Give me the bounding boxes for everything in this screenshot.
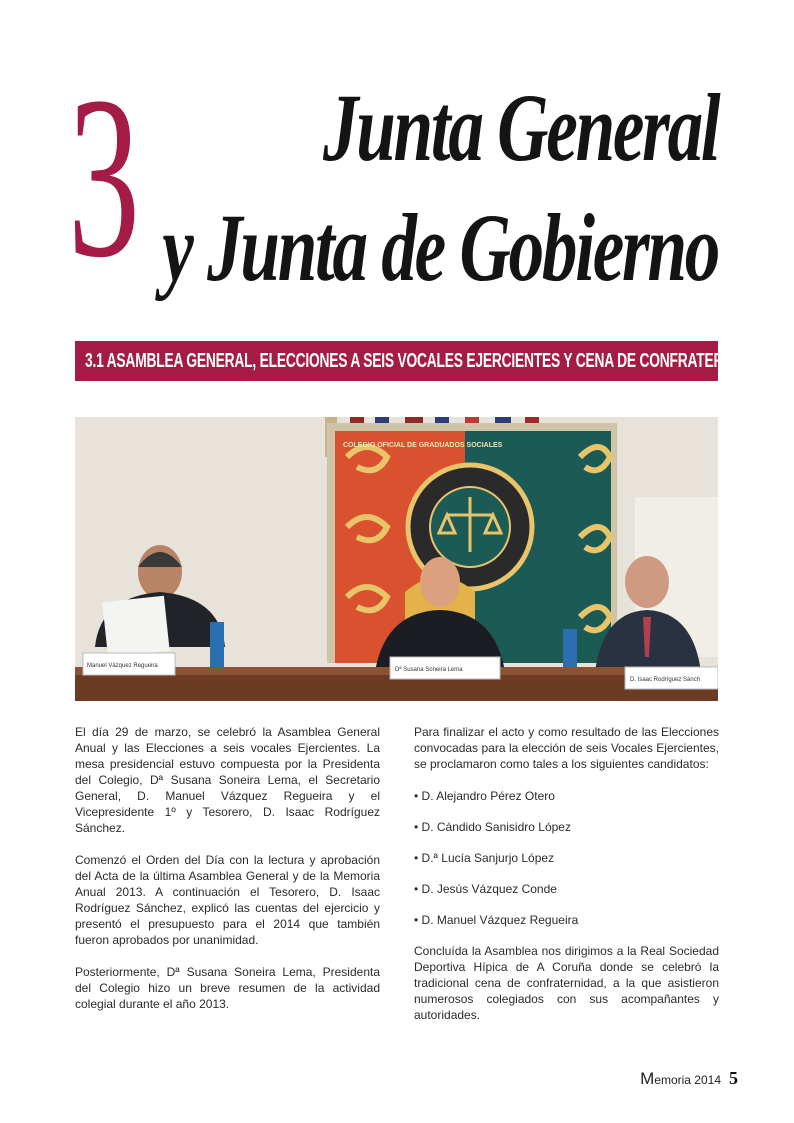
page-number: 5 [729,1068,738,1088]
placard-center: Dª Susana Soneira Lema [395,667,463,673]
list-item: • D. Jesús Vázquez Conde [414,882,557,896]
list-item: • D. Cándido Sanisidro López [414,820,571,834]
list-item: • D.ª Lucía Sanjurjo López [414,851,555,865]
right-text-column [414,724,719,1039]
page-footer [640,1068,738,1089]
left-text-column [75,724,380,1028]
placard-right: D. Isaac Rodríguez Sánch [630,677,701,683]
assembly-photo [75,417,718,701]
footer-label-rest: emoria 2014 [654,1073,721,1087]
paragraph-order-of-day: Comenzó el Orden del Día con la lectura y aprobación del Acta de la última Asamblea General y de la Memoria Anual 2013. A continuación el Tesorero, D. Isaac Rodríguez Sánchez, explicó las cuentas del ejercicio y presentó el presupuesto para el 2014 que también fueron aprobados por unanimidad. [75,853,380,947]
list-item: • D. Manuel Vázquez Regueira [414,913,579,927]
assembly-photo-illustration [75,417,718,701]
footer-label-initial: M [640,1069,655,1088]
placard-left: Manuel Vázquez Regueira [87,663,158,669]
chapter-title-line-1: Junta General [322,74,718,181]
chapter-number: 3 [68,49,140,306]
list-item: • D. Alejandro Pérez Otero [414,789,555,803]
paragraph-summary: Posteriormente, Dª Susana Soneira Lema, Presidenta del Colegio hizo un breve resumen de la actividad colegial durante el año 2013. [75,965,380,1011]
paragraph-dinner: Concluída la Asamblea nos dirigimos a la Real Sociedad Deportiva Hípica de A Coruña donde se celebró la tradicional cena de confraternidad, a la que asistieron numerosos colegiados con sus acompañantes y autoridades. [414,944,719,1022]
section-heading-bar [75,341,766,381]
footer-label [640,1069,721,1088]
paragraph-assembly-intro: El día 29 de marzo, se celebró la Asamblea General Anual y las Elecciones a seis vocales Ejercientes. La mesa presidencial estuvo compuesta por la Presidenta del Colegio, Dª Susana Soneira Lema, el Secretario General, D. Manuel Vázquez Regueira y el Vicepresidente 1º y Tesorero, D. Isaac Rodríguez Sánchez. [75,725,380,835]
candidate-list [414,788,719,928]
chapter-title-line-2: y Junta de Gobierno [162,194,718,301]
section-heading: 3.1 ASAMBLEA GENERAL, ELECCIONES A SEIS VOCALES EJERCIENTES Y CENA DE CONFRATERNIDAD [85,350,766,372]
paragraph-elections-result: Para finalizar el acto y como resultado de las Elecciones convocadas para la elección de seis Vocales Ejercientes, se proclamaron como tales a los siguientes candidatos: [414,725,719,771]
banner-text: COLEGIO OFICIAL DE GRADUADOS SOCIALES [343,442,503,449]
